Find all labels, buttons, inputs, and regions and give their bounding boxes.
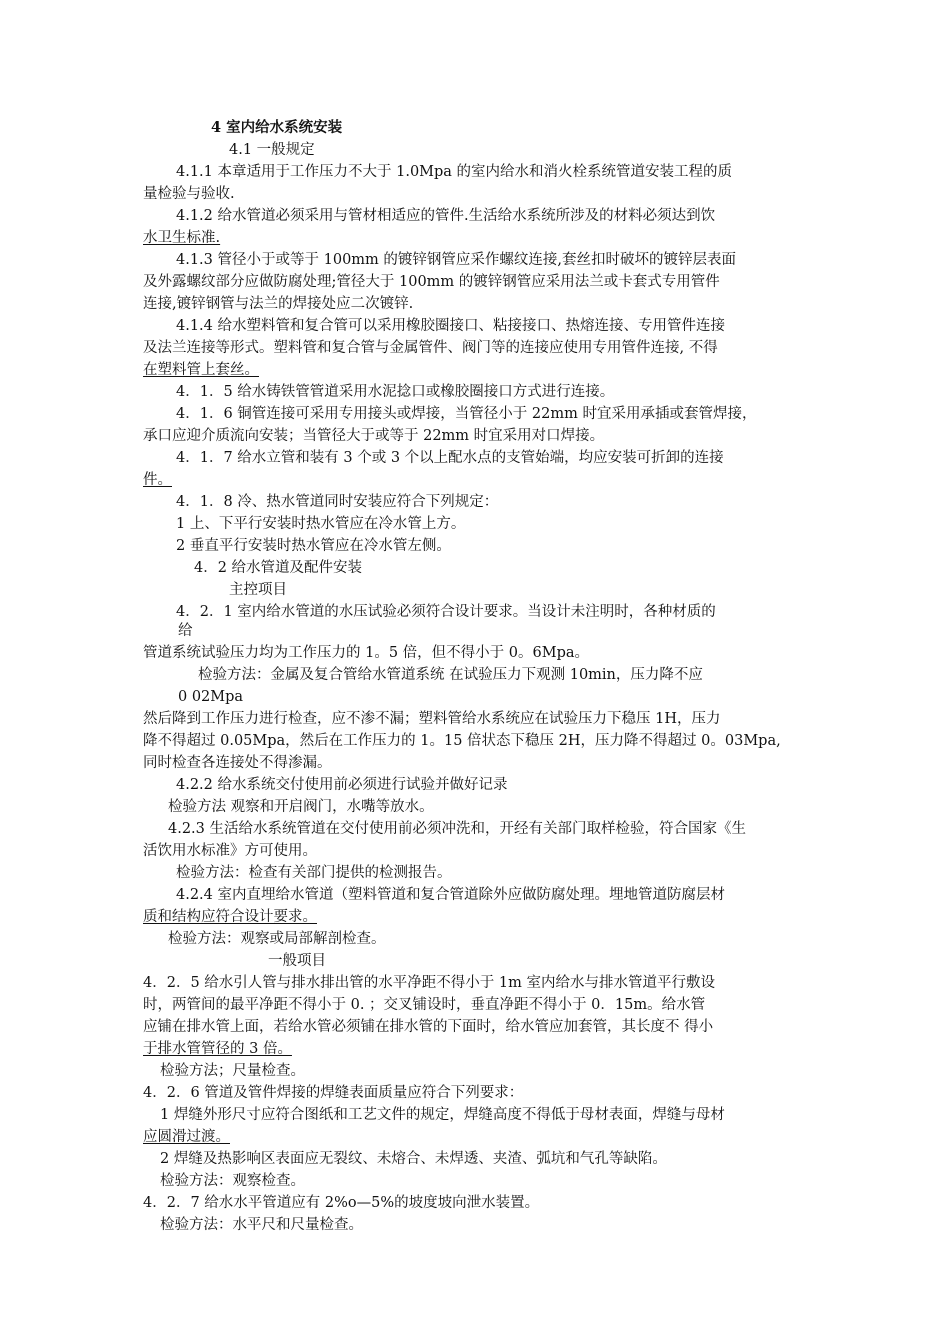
clause-4-2-4-method: 检验方法：观察或局部解剖检查。 xyxy=(168,931,386,947)
clause-4-2-2: 4.2.2 给水系统交付使用前必须进行试验并做好记录 xyxy=(176,777,508,793)
clause-4-2-6: 4．2．6 管道及管件焊接的焊缝表面质量应符合下列要求： xyxy=(143,1085,524,1101)
clause-4-1-7-cont: 件。 xyxy=(143,472,172,488)
clause-4-1-4-cont2: 在塑料管上套丝。 xyxy=(143,362,259,378)
clause-4-2-5-method: 检验方法；尺量检查。 xyxy=(160,1063,305,1079)
clause-4-2-7-method: 检验方法：水平尺和尺量检查。 xyxy=(160,1217,363,1233)
clause-4-1-7: 4．1．7 给水立管和装有 3 个或 3 个以上配水点的支管始端，均应安装可折卸的连接 xyxy=(176,450,724,466)
clause-4-1-8-item-1: 1 上、下平行安装时热水管应在冷水管上方。 xyxy=(176,516,466,532)
clause-4-1-5: 4．1．5 给水铸铁管管道采用水泥捻口或橡胶圈接口方式进行连接。 xyxy=(176,384,615,400)
clause-4-1-6: 4．1．6 铜管连接可采用专用接头或焊接，当管径小于 22mm 时宜采用承插或套管焊接， xyxy=(176,406,757,422)
clause-4-2-2-method: 检验方法 观察和开启阀门，水嘴等放水。 xyxy=(168,799,434,815)
subheading-general-items: 一般项目 xyxy=(268,953,326,969)
clause-4-2-1-method-cont2: 降不得超过 0.05Mpa，然后在工作压力的 1。15 倍状态下稳压 2H，压力降不得超过 0。03Mpa, xyxy=(143,733,781,749)
clause-4-2-1-method: 检验方法：金属及复合管给水管道系统 在试验压力下观测 10min，压力降不应 xyxy=(198,667,703,683)
clause-4-2-5-cont: 时，两管间的最平净距不得小于 0. ；交叉铺设时，垂直净距不得小于 0．15m。给水管 xyxy=(143,997,706,1013)
subheading-main-items: 主控项目 xyxy=(229,582,287,598)
clause-4-1-3-cont: 及外露螺纹部分应做防腐处理;管径大于 100mm 的镀锌钢管应采用法兰或卡套式专用管件 xyxy=(143,274,720,290)
clause-4-2-3: 4.2.3 生活给水系统管道在交付使用前必须冲洗和，开经有关部门取样检验，符合国家《生 xyxy=(168,821,746,837)
clause-4-2-3-method: 检验方法：检查有关部门提供的检测报告。 xyxy=(176,865,452,881)
clause-4-1-2-cont: 水卫生标准. xyxy=(143,230,221,246)
clause-4-2-1-method-wrap: 0 02Mpa xyxy=(178,689,244,705)
clause-4-2-6-item-1-cont: 应圆滑过渡。 xyxy=(143,1129,230,1145)
clause-4-2-1-wrap: 给 xyxy=(178,623,193,639)
clause-4-1-4: 4.1.4 给水塑料管和复合管可以采用橡胶圈接口、粘接接口、热熔连接、专用管件连接 xyxy=(176,318,726,334)
section-4-2-heading: 4．2 给水管道及配件安装 xyxy=(194,560,363,576)
clause-4-2-1: 4．2．1 室内给水管道的水压试验必须符合设计要求。当设计未注明时，各种材质的 xyxy=(176,604,716,620)
clause-4-2-5-cont3: 于排水管管径的 3 倍。 xyxy=(143,1041,292,1057)
clause-4-1-3-cont2: 连接,镀锌钢管与法兰的焊接处应二次镀锌. xyxy=(143,296,414,312)
clause-4-2-1-method-cont3: 同时检查各连接处不得渗漏。 xyxy=(143,755,332,771)
clause-4-1-8: 4．1．8 冷、热水管道同时安装应符合下列规定： xyxy=(176,494,499,510)
clause-4-1-3: 4.1.3 管径小于或等于 100mm 的镀锌钢管应采作螺纹连接,套丝扣时破坏的镀锌层表面 xyxy=(176,252,737,268)
clause-4-2-5: 4．2．5 给水引人管与排水排出管的水平净距不得小于 1m 室内给水与排水管道平行敷设 xyxy=(143,975,715,991)
section-heading: 4.1 一般规定 xyxy=(229,142,315,158)
clause-4-2-4-cont: 质和结构应符合设计要求。 xyxy=(143,909,317,925)
clause-4-2-6-item-1: 1 焊缝外形尺寸应符合图纸和工艺文件的规定，焊缝高度不得低于母材表面，焊缝与母材 xyxy=(160,1107,725,1123)
clause-4-2-4: 4.2.4 室内直埋给水管道（塑料管道和复合管道除外应做防腐处理。埋地管道防腐层材 xyxy=(176,887,726,903)
clause-4-2-1-cont: 管道系统试验压力均为工作压力的 1。5 倍，但不得小于 0。6Mpa。 xyxy=(143,645,590,661)
clause-4-2-3-cont: 活饮用水标准》方可使用。 xyxy=(143,843,317,859)
clause-4-1-1: 4.1.1 本章适用于工作压力不大于 1.0Mpa 的室内给水和消火栓系统管道安装工程的质 xyxy=(176,164,733,180)
clause-4-1-2: 4.1.2 给水管道必须采用与管材相适应的管件.生活给水系统所涉及的材料必须达到饮 xyxy=(176,208,716,224)
chapter-title: 4 室内给水系统安装 xyxy=(211,119,343,136)
clause-4-1-1-cont: 量检验与验收. xyxy=(143,186,235,202)
clause-4-2-7: 4．2．7 给水水平管道应有 2%o—5%的坡度坡向泄水装置。 xyxy=(143,1195,540,1211)
clause-4-2-5-cont2: 应铺在排水管上面，若给水管必须铺在排水管的下面时，给水管应加套管，其长度不 得小 xyxy=(143,1019,714,1035)
clause-4-1-8-item-2: 2 垂直平行安装时热水管应在冷水管左侧。 xyxy=(176,538,451,554)
clause-4-1-4-cont: 及法兰连接等形式。塑料管和复合管与金属管件、阀门等的连接应使用专用管件连接, 不得 xyxy=(143,340,718,356)
clause-4-2-1-method-cont: 然后降到工作压力进行检查，应不渗不漏；塑料管给水系统应在试验压力下稳压 1H，压力 xyxy=(143,711,721,727)
clause-4-1-6-cont: 承口应迎介质流向安装；当管径大于或等于 22mm 时宜采用对口焊接。 xyxy=(143,428,605,444)
clause-4-2-6-item-2: 2 焊缝及热影响区表面应无裂纹、未熔合、未焊透、夹渣、弧坑和气孔等缺陷。 xyxy=(160,1151,667,1167)
clause-4-2-6-method: 检验方法：观察检查。 xyxy=(160,1173,305,1189)
